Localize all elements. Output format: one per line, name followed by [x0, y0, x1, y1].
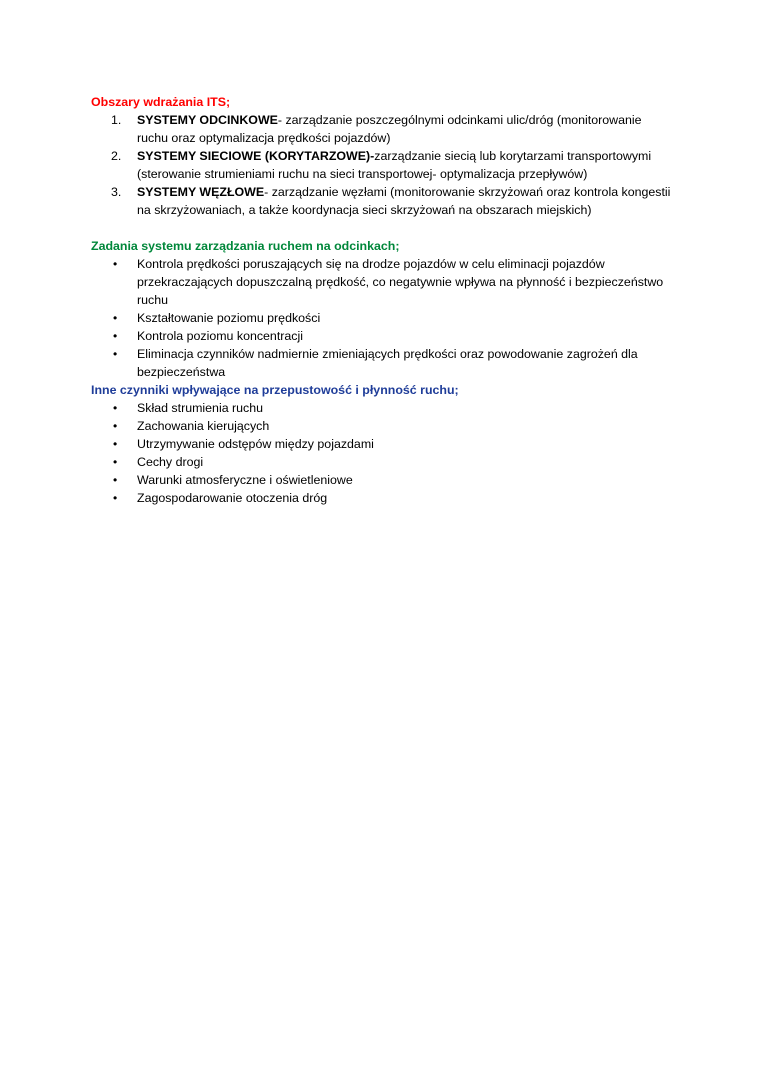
- bullet-icon: •: [113, 329, 118, 343]
- list-item: [91, 147, 671, 183]
- list-number: 1.: [111, 113, 122, 127]
- list-item: [91, 399, 671, 417]
- bullet-icon: •: [113, 437, 118, 451]
- list-item: [91, 309, 671, 327]
- system-description: - zarządzanie węzłami (monitorowanie skrzyżowań oraz kontrola kongestii na skrzyżowaniach, a także koordynacja sieci skrzyżowań na obszarach miejskich): [137, 185, 671, 217]
- list-number: 3.: [111, 185, 122, 199]
- bullet-list-other-factors: [91, 399, 671, 507]
- list-number: 2.: [111, 149, 122, 163]
- system-name: SYSTEMY SIECIOWE (KORYTARZOWE)-: [137, 149, 375, 163]
- bullet-icon: •: [113, 311, 118, 325]
- document-content: [91, 93, 671, 507]
- list-item-text: Skład strumienia ruchu: [137, 401, 264, 415]
- bullet-icon: •: [113, 473, 118, 487]
- section-heading-its-areas: Obszary wdrażania ITS;: [91, 95, 231, 109]
- list-item: [91, 327, 671, 345]
- list-item-text: Cechy drogi: [137, 455, 204, 469]
- section-heading-traffic-tasks: Zadania systemu zarządzania ruchem na odcinkach;: [91, 239, 400, 253]
- bullet-list-traffic-tasks: [91, 255, 671, 381]
- bullet-icon: •: [113, 491, 118, 505]
- list-item: [91, 345, 671, 381]
- list-item-text: Warunki atmosferyczne i oświetleniowe: [137, 473, 353, 487]
- list-item-text: Kształtowanie poziomu prędkości: [137, 311, 321, 325]
- list-item-text: Zachowania kierujących: [137, 419, 270, 433]
- list-item: [91, 417, 671, 435]
- bullet-icon: •: [113, 455, 118, 469]
- section-heading-other-factors: Inne czynniki wpływające na przepustowość i płynność ruchu;: [91, 383, 459, 397]
- list-item: [91, 489, 671, 507]
- list-item: [91, 183, 671, 219]
- bullet-icon: •: [113, 347, 118, 361]
- list-item: [91, 255, 671, 309]
- list-item-text: Kontrola prędkości poruszających się na drodze pojazdów w celu eliminacji pojazdów przekraczających dopuszczalną prędkość, co negatywnie wpływa na płynność i bezpieczeństwo ruchu: [137, 257, 664, 307]
- bullet-icon: •: [113, 257, 118, 271]
- system-name: SYSTEMY WĘZŁOWE: [137, 185, 265, 199]
- list-item-text: Zagospodarowanie otoczenia dróg: [137, 491, 328, 505]
- list-item: [91, 453, 671, 471]
- list-item-text: Kontrola poziomu koncentracji: [137, 329, 303, 343]
- bullet-icon: •: [113, 419, 118, 433]
- list-item-text: Utrzymywanie odstępów między pojazdami: [137, 437, 374, 451]
- paragraph-gap: [91, 219, 671, 237]
- system-description: - zarządzanie poszczególnymi odcinkami ulic/dróg (monitorowanie ruchu oraz optymalizacja prędkości pojazdów): [137, 113, 642, 145]
- list-item: [91, 435, 671, 453]
- system-description: zarządzanie siecią lub korytarzami transportowymi (sterowanie strumieniami ruchu na sieci transportowej- optymalizacja przepływów): [137, 149, 652, 181]
- list-item: [91, 111, 671, 147]
- bullet-icon: •: [113, 401, 118, 415]
- list-item: [91, 471, 671, 489]
- list-item-text: Eliminacja czynników nadmiernie zmieniających prędkości oraz powodowanie zagrożeń dla bezpieczeństwa: [137, 347, 638, 379]
- numbered-list-its-areas: [91, 111, 671, 219]
- system-name: SYSTEMY ODCINKOWE: [137, 113, 278, 127]
